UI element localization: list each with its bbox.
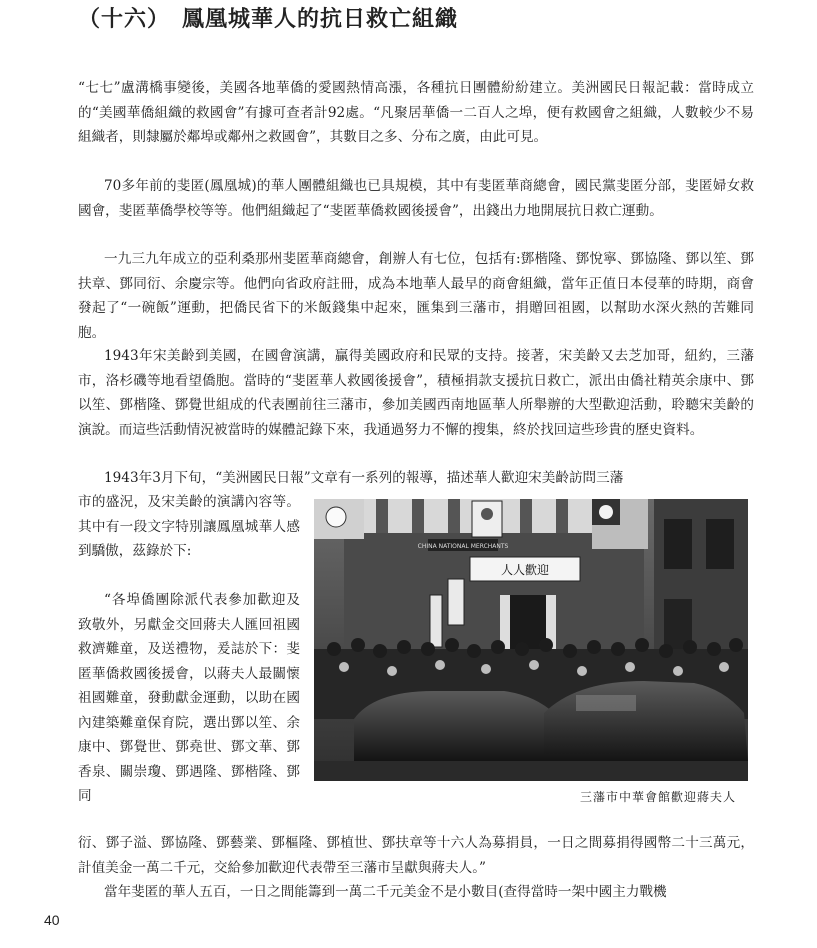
wrap-text-1: 市的盛況，及宋美齡的演講內容等。其中有一段文字特別讓鳳凰城華人感到驕傲，茲錄於下: (78, 494, 300, 559)
photo-illustration (314, 499, 748, 781)
paragraph-1: “七七”盧溝橋事變後，美國各地華僑的愛國熱情高漲，各種抗日團體紛紛建立。美洲國民日報記載：當時成立的“美國華僑組織的救國會”有據可查者計92處。“凡聚居華僑一二百人之埠，便有救國會之組織，人數較少不易組織者，則隸屬於鄰埠或鄰州之救國會”，其數目之多、分布之廣，由此可見。 (78, 80, 754, 145)
paragraph-continued: 衍、鄧子溢、鄧協隆、鄧藝業、鄧樞隆、鄧植世、鄧扶章等十六人為募捐員，一日之間募捐得國幣二十三萬元，計值美金一萬二千元，交給參加歡迎代表帶至三藩市呈獻與蔣夫人。” (78, 835, 754, 876)
historical-photo (314, 499, 748, 781)
paragraph-last: 當年斐匿的華人五百，一日之間能籌到一萬二千元美金不是小數目(查得當時一架中國主力戰機 (104, 884, 667, 900)
page-number: 40 (44, 912, 60, 928)
paragraph-4: 1943年宋美齡到美國，在國會演講，贏得美國政府和民眾的支持。接著，宋美齡又去芝加哥，紐約，三藩市，洛杉磯等地看望僑胞。當時的“斐匿華人救國後援會”，積極捐款支援抗日救亡，派出由僑社精英余康中、鄧以笙、鄧楷隆、鄧覺世組成的代表團前往三藩市，參加美國西南地區華人所舉辦的大型歡迎活動，聆聽宋美齡的演說。而這些活動情況被當時的媒體記錄下來，我通過努力不懈的搜集，終於找回這些珍貴的歷史資料。 (78, 348, 754, 438)
chapter-title-text: 鳳凰城華人的抗日救亡組織 (182, 7, 459, 32)
chapter-title (78, 2, 458, 33)
welcome-banner: 人人歡迎 (500, 563, 550, 577)
photo-caption: 三藩市中華會館歡迎蔣夫人 (580, 790, 737, 804)
chapter-number: （十六） (78, 7, 171, 32)
flag-left (314, 499, 364, 539)
wrap-text-quote: “各埠僑團除派代表參加歡迎及致敬外，另獻金交回蔣夫人匯回祖國救濟難童，及送禮物，爰誌於下：斐匿華僑救國後援會，以蔣夫人最關懷祖國難童，發動獻金運動，以助在國內建築難童保育院，選出鄧以笙、余康中、鄧覺世、鄧堯世、鄧文華、鄧香泉、關崇瓊、鄧遇隆、鄧楷隆、鄧同 (78, 592, 300, 804)
paragraph-3: 一九三九年成立的亞利桑那州斐匿華商總會，創辦人有七位，包括有:鄧楷隆、鄧悅寧、鄧協隆、鄧以笙、鄧扶章、鄧同衍、余慶宗等。他們向省政府註冊，成為本地華人最早的商會組織，當年正值日本侵華的時期，商會發起了“一碗飯”運動，把僑民省下的米飯錢集中起來，匯集到三藩市，捐贈回祖國，以幫助水深火熱的苦難同胞。 (78, 251, 754, 341)
paragraph-2: 70多年前的斐匿(鳳凰城)的華人團體組織也已具規模，其中有斐匿華商總會，國民黨斐匿分部，斐匿婦女救國會，斐匿華僑學校等等。他們組織起了“斐匿華僑救國後援會”，出錢出力地開展抗日救亡運動。 (78, 178, 754, 219)
flag-right (592, 499, 648, 549)
storefront-sign: CHINA NATIONAL MERCHANTS (417, 543, 509, 550)
paragraph-5: 1943年3月下旬，“美洲國民日報”文章有一系列的報導，描述華人歡迎宋美齡訪問三藩 (104, 470, 624, 486)
